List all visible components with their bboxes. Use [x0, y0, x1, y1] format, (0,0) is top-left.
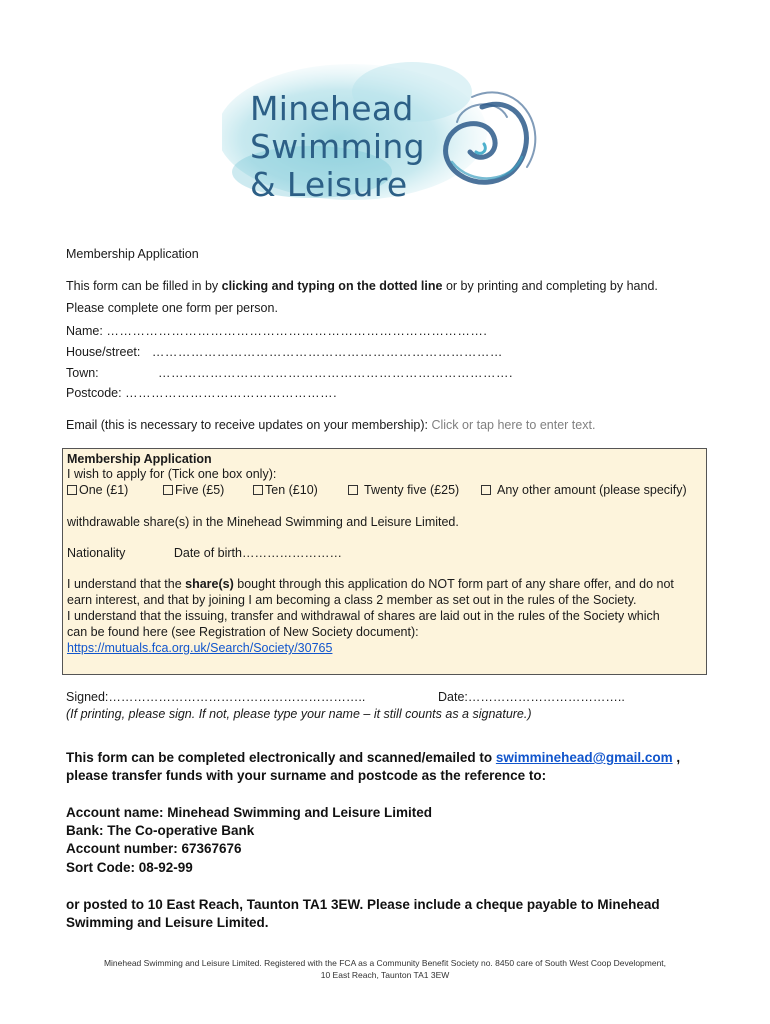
option-one[interactable]: One (£1)	[67, 483, 128, 497]
town-row	[66, 366, 513, 380]
email-label: Email (this is necessary to receive updates on your membership):	[66, 418, 428, 432]
submit-line-2: please transfer funds with your surname and postcode as the reference to:	[66, 768, 547, 783]
option-ten[interactable]: Ten (£10)	[253, 483, 318, 497]
house-field[interactable]: ………………………………………………………………………	[151, 345, 503, 359]
fca-society-link[interactable]: https://mutuals.fca.org.uk/Search/Society/30765	[67, 641, 333, 655]
checkbox-icon[interactable]	[348, 485, 358, 495]
date-field[interactable]: Date:………………………………..	[438, 690, 625, 704]
footer-line-2: 10 East Reach, Taunton TA1 3EW	[320, 970, 450, 980]
nationality-label[interactable]: Nationality	[67, 546, 126, 560]
checkbox-icon[interactable]	[481, 485, 491, 495]
option-any-other[interactable]: Any other amount (please specify)	[481, 483, 687, 497]
form-intro: This form can be filled in by clicking and typing on the dotted line or by printing and completing by hand.	[66, 279, 658, 293]
option-five[interactable]: Five (£5)	[163, 483, 224, 497]
email-row	[66, 418, 595, 432]
footer-line-1: Minehead Swimming and Leisure Limited. Registered with the FCA as a Community Benefit Society no. 8450 care of South West Coop Development,	[103, 958, 667, 968]
account-number: Account number: 67367676	[66, 841, 242, 856]
understand-line-3: I understand that the issuing, transfer and withdrawal of shares are laid out in the rules of the Society which	[67, 609, 660, 623]
house-row	[66, 345, 503, 359]
understand-line-2: earn interest, and that by joining I am becoming a class 2 member as set out in the rules of the Society.	[67, 593, 637, 607]
dob-field[interactable]: Date of birth……………………	[173, 546, 342, 560]
postcode-label: Postcode:	[66, 386, 122, 400]
postcode-field[interactable]: ………………………………………….	[125, 386, 338, 400]
house-label: House/street:	[66, 345, 141, 359]
membership-application-box	[62, 448, 707, 675]
name-row	[66, 324, 487, 338]
email-field[interactable]: Click or tap here to enter text.	[431, 418, 596, 432]
bank-name: Bank: The Co-operative Bank	[66, 823, 255, 838]
withdrawable-text: withdrawable share(s) in the Minehead Swimming and Leisure Limited.	[67, 515, 459, 529]
application-instruction: I wish to apply for (Tick one box only):	[67, 467, 277, 481]
post-line-1: or posted to 10 East Reach, Taunton TA1 3EW. Please include a cheque payable to Minehead	[66, 897, 660, 912]
post-line-2: Swimming and Leisure Limited.	[66, 915, 269, 930]
checkbox-icon[interactable]	[67, 485, 77, 495]
understand-line-1: I understand that the share(s) bought through this application do NOT form part of any share offer, and do not	[67, 577, 674, 591]
submit-line-1: This form can be completed electronically and scanned/emailed to swimminehead@gmail.com ,	[66, 750, 681, 765]
logo-line-3: & Leisure	[250, 165, 408, 204]
understand-line-4: can be found here (see Registration of New Society document):	[67, 625, 419, 639]
fca-link-row	[67, 641, 332, 655]
form-title: Membership Application	[66, 247, 199, 261]
logo-line-2: Swimming	[250, 127, 425, 166]
signature-note: (If printing, please sign. If not, please type your name – it still counts as a signature.)	[66, 707, 532, 721]
contact-email-link[interactable]: swimminehead@gmail.com	[495, 750, 673, 765]
checkbox-icon[interactable]	[163, 485, 173, 495]
application-heading: Membership Application	[67, 452, 212, 466]
one-form-note: Please complete one form per person.	[66, 301, 278, 315]
signed-field[interactable]: Signed:……………………………………………………..	[66, 690, 366, 704]
logo-line-1: Minehead	[250, 89, 414, 128]
name-field[interactable]: …………………………………………………………………………….	[106, 324, 488, 338]
minehead-logo	[222, 52, 547, 202]
option-twenty-five[interactable]: Twenty five (£25)	[348, 483, 459, 497]
sort-code: Sort Code: 08-92-99	[66, 860, 193, 875]
nationality-row	[67, 546, 342, 560]
town-field[interactable]: ……………………………………………………………………….	[158, 366, 513, 380]
name-label: Name:	[66, 324, 103, 338]
town-label: Town:	[66, 366, 99, 380]
postcode-row	[66, 386, 337, 400]
checkbox-icon[interactable]	[253, 485, 263, 495]
account-name: Account name: Minehead Swimming and Leisure Limited	[66, 805, 433, 820]
